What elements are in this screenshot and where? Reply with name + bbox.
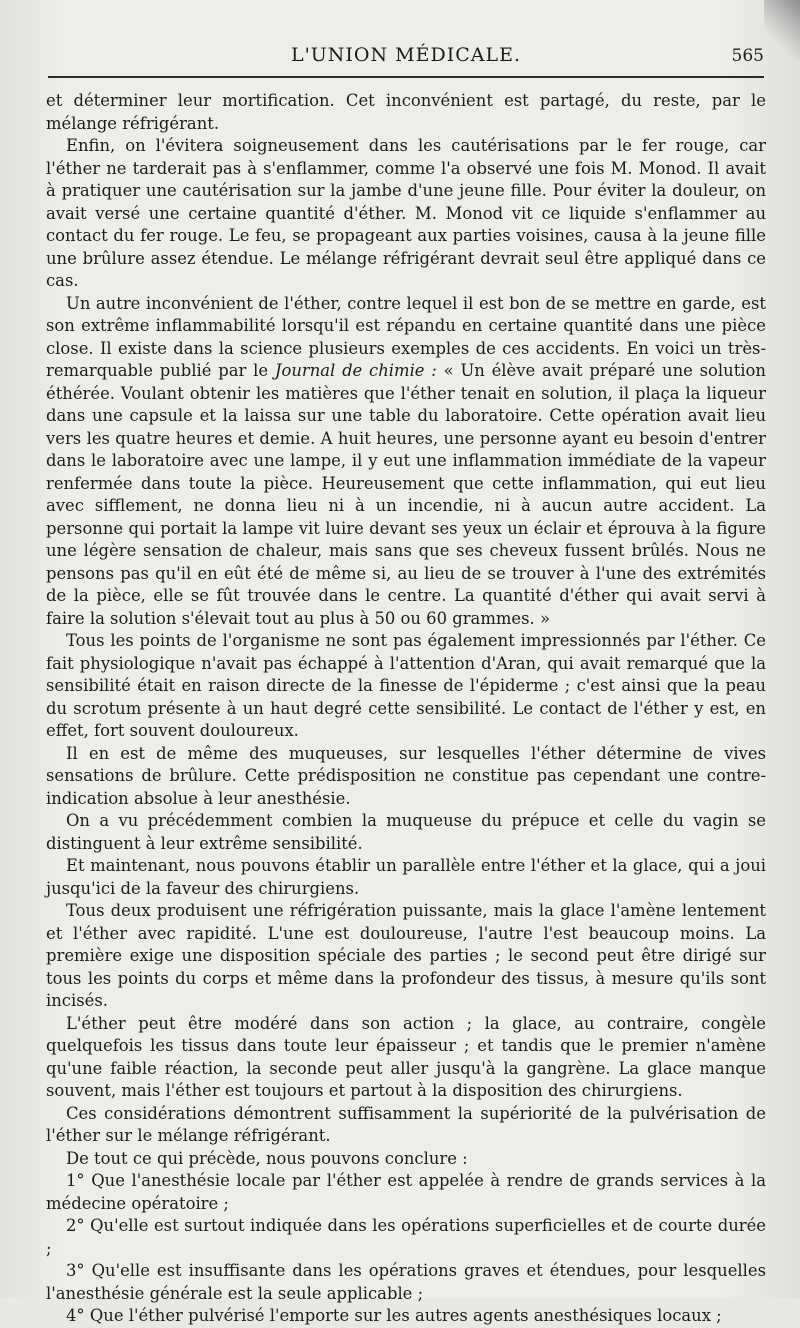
running-title: L'UNION MÉDICALE. — [290, 44, 522, 66]
paragraph: On a vu précédemment combien la muqueuse du prépuce et celle du vagin se distinguent à leur extrême sensibilité. — [46, 811, 766, 853]
paragraph: Tous les points de l'organisme ne sont pas également impressionnés par l'éther. Ce fait physiologique n'avait pas échappé à l'attention d'Aran, qui avait remarqué que la sensibilité était en raison directe de la finesse de l'épiderme ; c'est ainsi que la peau du scrotum présente à un haut degré cette sensibilité. Le contact de l'éther y est, en effet, fort souvent douloureux. — [46, 631, 766, 740]
paragraph-text: Un autre inconvénient de l'éther, contre lequel il est bon de se mettre en garde, est son extrême inflammabilité lorsqu'il est répandu en certaine quantité dans une pièce close. Il existe dans la science plusieurs exemples de ces accidents. En voici un très-remarquable publié par le — [46, 293, 766, 380]
page-header — [48, 44, 764, 74]
paragraph: Et maintenant, nous pouvons établir un parallèle entre l'éther et la glace, qui a joui jusqu'ici de la faveur des chirurgiens. — [46, 856, 766, 898]
quotation: « Un élève avait préparé une solution éthérée. Voulant obtenir les matières que l'éther tenait en solution, il plaça la liqueur dans une capsule et la laissa sur une table du laboratoire. Cette opération avait lieu vers les quatre heures et demie. A huit heures, une personne ayant eu besoin d'entrer dans le laboratoire avec une lampe, il y eut une inflammation immédiate de la vapeur renfermée dans toute la pièce. Heureusement que cette inflammation, qui eut lieu avec sifflement, ne donna lieu ni à un incendie, ni à aucun autre accident. La personne qui portait la lampe vit luire devant ses yeux un éclair et éprouva à la figure une légère sensation de chaleur, mais sans que ses cheveux fussent brûlés. Nous ne pensons pas qu'il en eût été de même si, au lieu de se trouver à l'une des extrémités de la pièce, elle se fût trouvée dans le centre. La quantité d'éther qui avait servi à faire la solution s'élevait tout au plus à 50 ou 60 grammes. » — [46, 361, 766, 628]
paragraph — [46, 293, 766, 631]
body-text — [46, 90, 766, 1328]
paragraph: Tous deux produisent une réfrigération puissante, mais la glace l'amène lentement et l'éther avec rapidité. L'une est douloureuse, l'autre l'est beaucoup moins. La première exige une disposition spéciale des parties ; le second peut être dirigé sur tous les points du corps et même dans la profondeur des tissus, à mesure qu'ils sont incisés. — [46, 901, 766, 1010]
paragraph: L'éther peut être modéré dans son action ; la glace, au contraire, congèle quelquefois les tissus dans toute leur épaisseur ; et tandis que le premier n'amène qu'une faible réaction, la seconde peut aller jusqu'à la gangrène. La glace manque souvent, mais l'éther est toujours et partout à la disposition des chirurgiens. — [46, 1013, 766, 1100]
conclusion-item: 2° Qu'elle est surtout indiquée dans les opérations superficielles et de courte durée ; — [46, 1216, 766, 1258]
journal-title: Journal de chimie : — [274, 361, 437, 380]
conclusion-item: 1° Que l'anesthésie locale par l'éther est appelée à rendre de grands services à la médecine opératoire ; — [46, 1171, 766, 1213]
page-number: 565 — [731, 46, 764, 66]
page-corner-fold — [764, 0, 800, 60]
paragraph: et déterminer leur mortification. Cet inconvénient est partagé, du reste, par le mélange réfrigérant. — [46, 91, 766, 133]
header-rule — [48, 76, 764, 78]
conclusion-item: 3° Qu'elle est insuffisante dans les opérations graves et étendues, pour lesquelles l'anesthésie générale est la seule applicable ; — [46, 1261, 766, 1303]
conclusion-item: 4° Que l'éther pulvérisé l'emporte sur les autres agents anesthésiques locaux ; — [66, 1306, 722, 1325]
paragraph: De tout ce qui précède, nous pouvons conclure : — [66, 1148, 468, 1168]
paragraph: Ces considérations démontrent suffisamment la supériorité de la pulvérisation de l'éther sur le mélange réfrigérant. — [46, 1103, 766, 1145]
paragraph: Il en est de même des muqueuses, sur lesquelles l'éther détermine de vives sensations de brûlure. Cette prédisposition ne constitue pas cependant une contre-indication absolue à leur anesthésie. — [46, 743, 766, 808]
paragraph: Enfin, on l'évitera soigneusement dans les cautérisations par le fer rouge, car l'éther ne tarderait pas à s'enflammer, comme l'a observé une fois M. Monod. Il avait à pratiquer une cautérisation sur la jambe d'une jeune fille. Pour éviter la douleur, on avait versé une certaine quantité d'éther. M. Monod vit ce liquide s'enflammer au contact du fer rouge. Le feu, se propageant aux parties voisines, causa à la jeune fille une brûlure assez étendue. Le mélange réfrigérant devrait seul être appliqué dans ce cas. — [46, 136, 766, 290]
